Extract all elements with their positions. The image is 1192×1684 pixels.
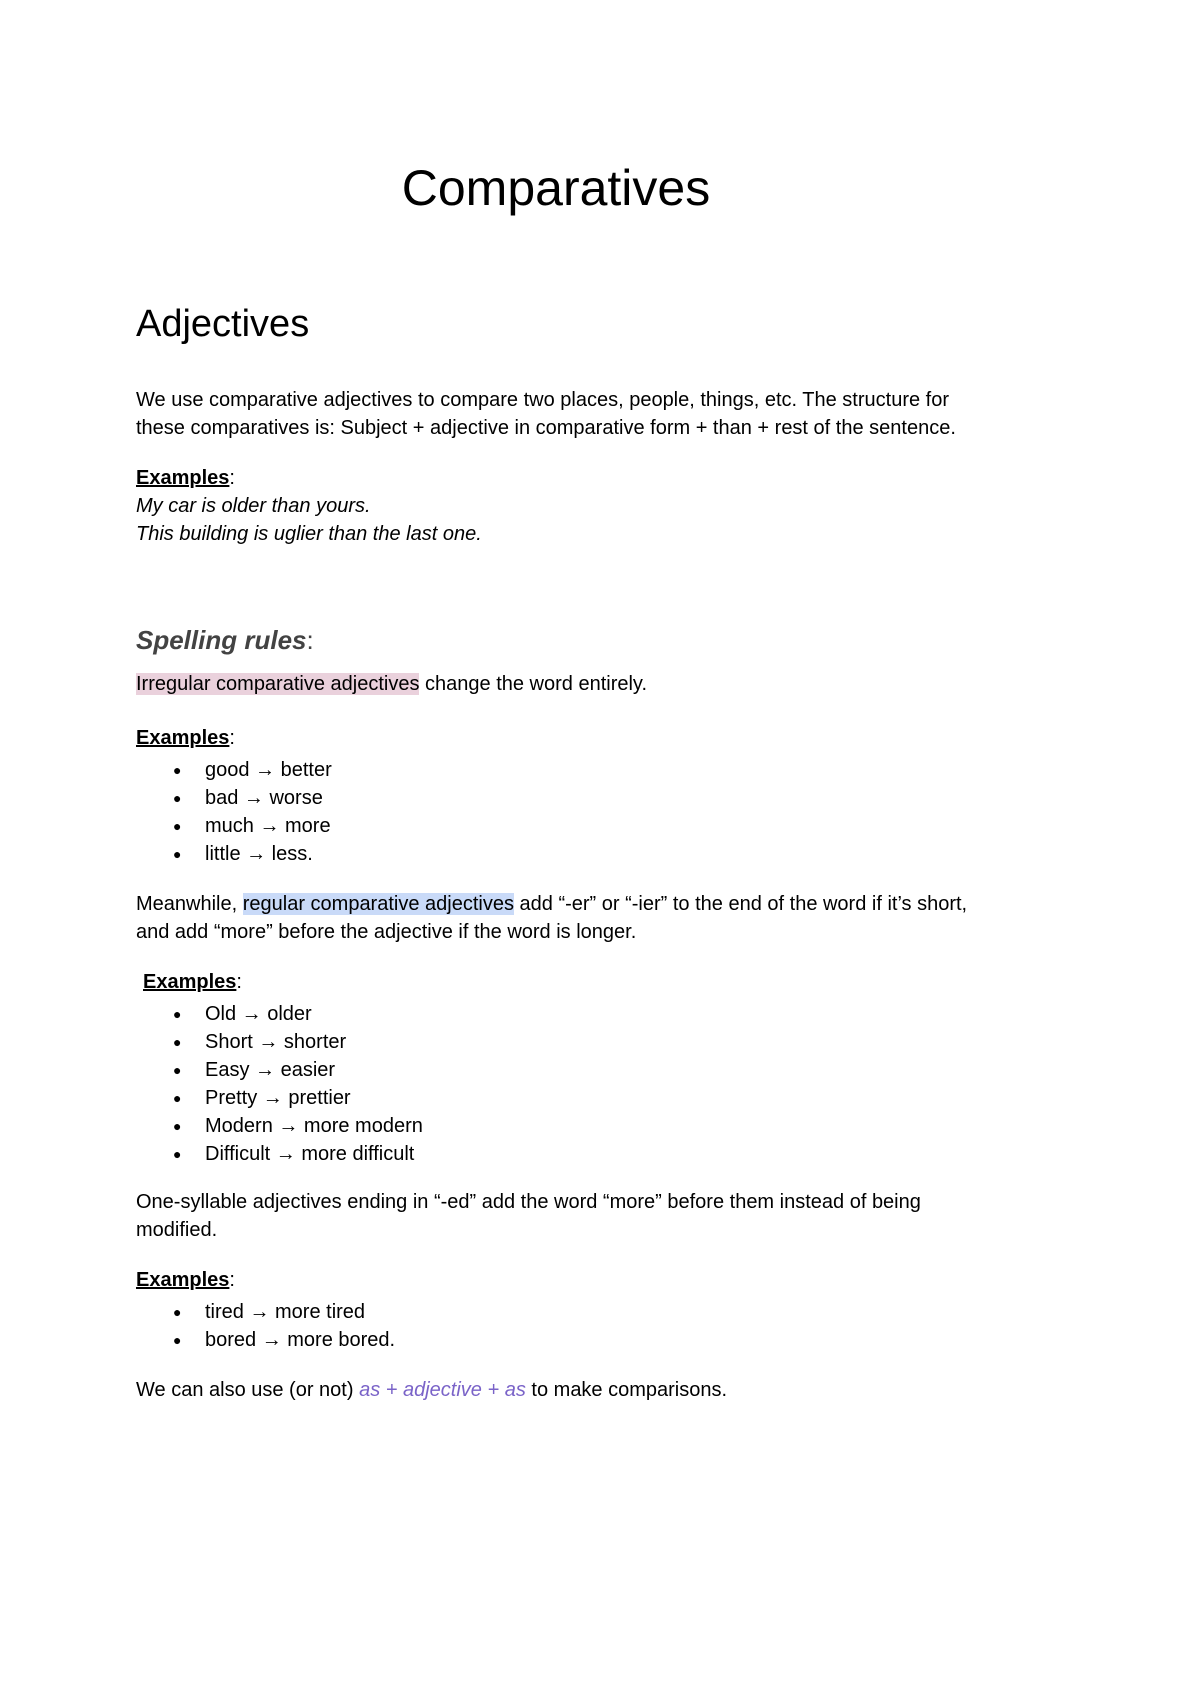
list-item: ● little → less. xyxy=(136,840,976,868)
list-item: ● Difficult → more difficult xyxy=(136,1140,976,1168)
irregular-examples-list xyxy=(136,756,976,868)
spelling-rules-text: Spelling rules xyxy=(136,625,307,655)
list-item: ● Short → shorter xyxy=(136,1028,976,1056)
section-heading-adjectives: Adjectives xyxy=(136,303,310,345)
examples-colon: : xyxy=(229,467,235,489)
meanwhile-before: Meanwhile, xyxy=(136,893,243,915)
as-sentence-before: We can also use (or not) xyxy=(136,1379,360,1401)
examples-colon: : xyxy=(236,971,242,993)
meanwhile-after: add “-er” or “-ier” to the end of the word if it’s short, and add “more” before the adjective if the word is longer. xyxy=(136,893,968,943)
intro-paragraph: We use comparative adjectives to compare two places, people, things, etc. The structure for these comparatives is: Subject + adjective in comparative form + than + rest of the sentence. xyxy=(136,389,956,439)
list-item: ● bad → worse xyxy=(136,784,976,812)
spelling-rules-colon: : xyxy=(306,625,314,655)
example-sentence: My car is older than yours. xyxy=(136,495,371,517)
examples-label-3 xyxy=(136,968,976,996)
list-item: ● Old → older xyxy=(136,1000,976,1028)
regular-highlight: regular comparative adjectives xyxy=(242,893,514,915)
examples-word: Examples xyxy=(143,971,237,993)
examples-word: Examples xyxy=(136,727,230,749)
list-item: ● Modern → more modern xyxy=(136,1112,976,1140)
as-comparison-paragraph xyxy=(136,1376,976,1404)
irregular-highlight: Irregular comparative adjectives xyxy=(136,673,420,695)
list-item: ● much → more xyxy=(136,812,976,840)
examples-label-4 xyxy=(136,1266,976,1294)
ed-examples-list xyxy=(136,1298,976,1354)
as-adjective-as-phrase: as + adjective + as xyxy=(359,1379,526,1401)
regular-rule-paragraph xyxy=(136,890,976,946)
document-title: Comparatives xyxy=(401,160,711,216)
examples-label-1 xyxy=(136,464,976,492)
ed-rule-paragraph: One-syllable adjectives ending in “-ed” add the word “more” before them instead of being modified. xyxy=(136,1191,921,1241)
spelling-rules-heading xyxy=(136,624,976,656)
as-sentence-after: to make comparisons. xyxy=(525,1379,728,1401)
examples-label-2 xyxy=(136,724,976,752)
irregular-rule-rest: change the word entirely. xyxy=(419,673,648,695)
list-item: ● tired → more tired xyxy=(136,1298,976,1326)
list-item: ● Pretty → prettier xyxy=(136,1084,976,1112)
examples-colon: : xyxy=(229,1269,235,1291)
example-sentence: This building is uglier than the last one. xyxy=(136,523,482,545)
list-item: ● Easy → easier xyxy=(136,1056,976,1084)
regular-examples-list xyxy=(136,1000,976,1168)
irregular-rule-paragraph xyxy=(136,670,976,698)
examples-colon: : xyxy=(229,727,235,749)
examples-word: Examples xyxy=(136,1269,230,1291)
list-item: ● good → better xyxy=(136,756,976,784)
list-item: ● bored → more bored. xyxy=(136,1326,976,1354)
examples-word: Examples xyxy=(136,467,230,489)
